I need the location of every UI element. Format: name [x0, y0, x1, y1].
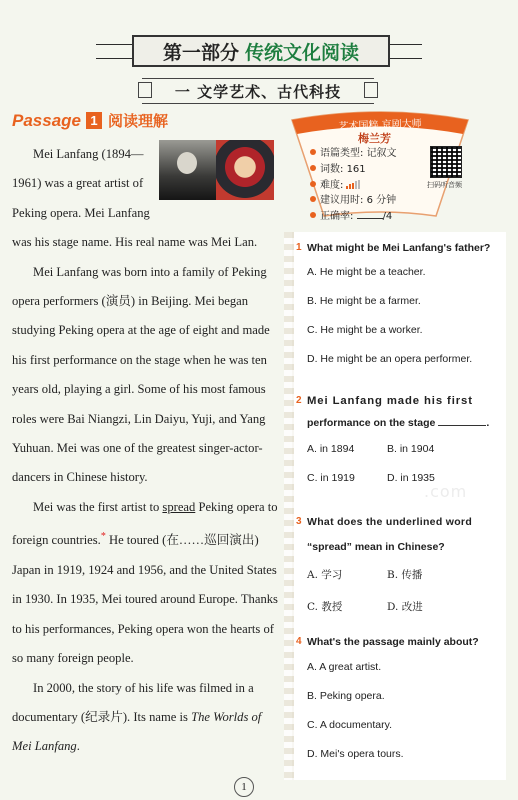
qr-code-caption: 扫码听音频: [427, 181, 462, 189]
option-c[interactable]: C. 教授: [307, 601, 343, 613]
info-difficulty: 难度:: [310, 178, 397, 194]
documentary-title: The Worlds of Mei Lanfang: [12, 709, 262, 754]
question-stem: What's the passage mainly about?: [307, 636, 479, 648]
options-row-2: [307, 472, 492, 484]
option-a[interactable]: A. A great artist.: [307, 661, 382, 673]
options-row-1: [307, 567, 492, 582]
passage-line-4: was his stage name. His real name was Mei Lan.: [12, 235, 258, 250]
passage-heading: [12, 110, 168, 131]
qr-code-icon[interactable]: [430, 146, 462, 178]
section-subtitle-bar: [142, 78, 374, 104]
section-title-box: [132, 35, 390, 67]
passage-number: 1: [86, 112, 102, 129]
part-label: 第一部分: [162, 41, 239, 64]
info-time: 建议用时: 6 分钟: [310, 193, 397, 209]
option-b[interactable]: B. He might be a farmer.: [307, 295, 421, 307]
watermark-text: .com: [424, 482, 468, 501]
difficulty-bar: [349, 184, 351, 189]
question-number: 4: [296, 636, 302, 647]
options-row-2: [307, 599, 492, 614]
question-3: [296, 516, 492, 614]
answer-blank: [438, 425, 486, 426]
torn-paper-edge: [284, 232, 294, 780]
difficulty-bar: [352, 183, 354, 189]
info-words: 词数: 161: [310, 162, 397, 178]
question-4: [296, 636, 492, 760]
option-d[interactable]: D. He might be an opera performer.: [307, 353, 473, 365]
question-stem-line-2: “spread” mean in Chinese?: [307, 541, 445, 553]
option-b[interactable]: B. Peking opera.: [307, 690, 385, 702]
passage-line-2: 1961) was a great artist of: [12, 176, 144, 191]
bullet-icon: [310, 149, 316, 155]
underlined-word-spread: spread: [162, 499, 196, 514]
question-number: 3: [296, 516, 302, 527]
option-a[interactable]: A. 学习: [307, 569, 343, 581]
option-c[interactable]: C. He might be a worker.: [307, 324, 423, 336]
option-c[interactable]: C. A documentary.: [307, 719, 393, 731]
passage-body: [12, 140, 282, 762]
option-b[interactable]: B. 传播: [387, 569, 423, 581]
question-stem: What might be Mei Lanfang's father?: [307, 242, 491, 254]
bullet-icon: [310, 165, 316, 171]
options-row-1: [307, 443, 492, 455]
option-d[interactable]: D. 改进: [387, 601, 423, 613]
option-a[interactable]: A. in 1894: [307, 443, 355, 455]
passage-paragraph-3: Mei was the first artist to spread Peking opera to foreign countries.* He toured (在……巡回演出) Japan in 1919, 1924 and 1956, and the United States in 1930. In 1935, Mei toured around Europe. Thanks to his performances, Peking opera won the hearts of so many foreign people.: [12, 499, 278, 666]
subtitle-ornament-right: [364, 82, 378, 98]
info-card-details: [310, 146, 397, 225]
info-genre: 语篇类型: 记叙文: [310, 146, 397, 162]
info-card-name: 梅兰芳: [358, 132, 391, 145]
option-a[interactable]: A. He might be a teacher.: [307, 266, 426, 278]
option-d[interactable]: D. in 1935: [387, 472, 435, 484]
difficulty-bars-icon: [346, 180, 360, 189]
passage-label: Passage: [12, 110, 81, 130]
option-d[interactable]: D. Mei's opera tours.: [307, 748, 404, 760]
question-1: [296, 242, 492, 365]
option-b[interactable]: B. in 1904: [387, 443, 435, 455]
difficulty-bar: [355, 181, 357, 189]
footnote-star: *: [100, 531, 106, 543]
question-number: 2: [296, 395, 302, 406]
question-stem-line-2: performance on the stage .: [307, 417, 490, 429]
info-accuracy: 正确率: /4: [310, 209, 397, 225]
bullet-icon: [310, 181, 316, 187]
question-stem-line-1: What does the underlined word: [307, 516, 473, 528]
info-card-banner: 艺术国粹,京剧大师: [338, 118, 422, 133]
question-stem-line-1: Mei Lanfang made his first: [307, 395, 473, 407]
passage-cn-label: 阅读理解: [108, 112, 169, 130]
question-2: [296, 395, 492, 484]
bullet-icon: [310, 196, 316, 202]
difficulty-bar: [346, 186, 348, 189]
page-number: 1: [234, 777, 254, 797]
question-number: 1: [296, 242, 302, 253]
subtitle-ornament-left: [138, 82, 152, 98]
option-c[interactable]: C. in 1919: [307, 472, 355, 484]
passage-paragraph-2: Mei Lanfang was born into a family of Peking opera performers (演员) in Beijing. Mei began studying Peking opera at the age of eight and made his first performance on the stage when he was ten years old, playing a girl. Some of his most famous roles were Bai Niangzi, Lin Daiyu, Yuji, and Yang Yuhuan. Mei was one of the greatest singer-actor-dancers in Chinese history.: [12, 264, 270, 485]
section-title: 传统文化阅读: [245, 41, 360, 64]
passage-line-3: Peking opera. Mei Lanfang: [12, 205, 150, 220]
section-subtitle: 一 文学艺术、古代科技: [174, 82, 342, 101]
difficulty-bar: [358, 180, 360, 189]
passage-paragraph-4: In 2000, the story of his life was filmed in a documentary (纪录片). Its name is The Worlds of Mei Lanfang.: [12, 680, 262, 754]
bullet-icon: [310, 212, 316, 218]
passage-line-1: Mei Lanfang (1894—: [33, 147, 144, 161]
accuracy-blank: [357, 218, 383, 219]
